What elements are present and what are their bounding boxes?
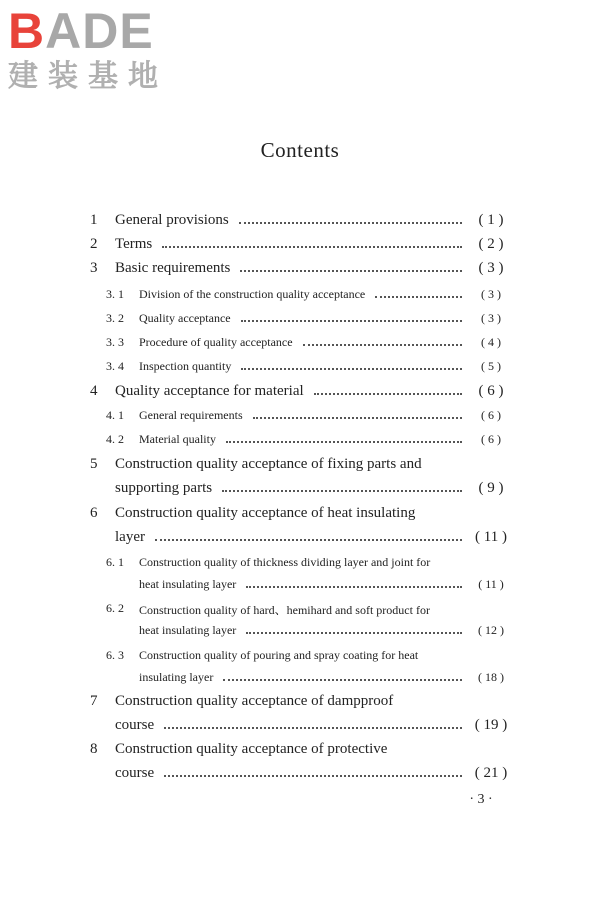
logo-subtitle: 建装基地 — [8, 59, 168, 94]
toc-page-ref: ( 3 ) — [478, 260, 504, 276]
toc-line — [115, 693, 512, 710]
page-number: · 3 · — [469, 792, 493, 807]
dot-leader — [239, 222, 462, 224]
toc-entry-number: 3 — [90, 260, 98, 276]
toc-line — [139, 335, 512, 350]
toc-entry-title: Inspection quantity — [139, 359, 232, 373]
toc-line — [115, 529, 512, 546]
toc-entry-title: Division of the construction quality acceptance — [139, 287, 366, 301]
toc-entry-title: Construction quality of thickness dividing layer and joint for — [139, 555, 431, 569]
toc-entry-title: Material quality — [139, 432, 216, 446]
toc-line — [139, 623, 512, 638]
dot-leader — [246, 632, 462, 634]
toc-entry-title: Construction quality acceptance of fixing parts and — [115, 456, 422, 472]
toc-line — [115, 212, 512, 229]
dot-leader — [222, 490, 462, 492]
toc-entry-title: Quality acceptance for material — [115, 383, 304, 399]
dot-leader — [164, 727, 462, 729]
dot-leader — [164, 775, 462, 777]
toc-entry-title: General requirements — [139, 408, 243, 422]
toc-entry-title: course — [115, 717, 155, 733]
toc-line — [139, 670, 512, 685]
toc-line — [139, 601, 512, 618]
dot-leader — [240, 270, 462, 272]
toc-page-ref: ( 6 ) — [478, 383, 504, 399]
toc-entry-title: Construction quality of pouring and spray coating for heat — [139, 648, 419, 662]
toc-entry-number: 4. 1 — [106, 408, 124, 422]
toc-line — [115, 741, 512, 758]
dot-leader — [223, 679, 462, 681]
toc-line — [115, 505, 512, 522]
toc-line — [139, 408, 512, 423]
toc-entry-title: Construction quality of hard、hemihard and soft product for — [139, 603, 430, 617]
toc-entry-title: course — [115, 765, 155, 781]
toc-page-ref: ( 5 ) — [481, 359, 501, 373]
dot-leader — [246, 586, 462, 588]
toc-entry-title: heat insulating layer — [139, 623, 237, 637]
toc-entry-number: 3. 2 — [106, 311, 124, 325]
dot-leader — [226, 441, 462, 443]
toc-entry-title: Quality acceptance — [139, 311, 231, 325]
toc-page-ref: ( 6 ) — [481, 432, 501, 446]
toc-entry-title: insulating layer — [139, 670, 214, 684]
dot-leader — [241, 368, 462, 370]
toc-line — [139, 359, 512, 374]
toc-page-ref: ( 3 ) — [481, 311, 501, 325]
dot-leader — [375, 296, 462, 298]
logo-wordmark: BADE — [8, 3, 154, 59]
toc-line — [139, 287, 512, 302]
toc-entry-title: Basic requirements — [115, 260, 231, 276]
toc-entry-number: 3. 1 — [106, 287, 124, 301]
toc-line — [139, 577, 512, 592]
toc-line — [115, 765, 512, 782]
toc-page-ref: ( 21 ) — [474, 765, 508, 781]
toc-entry-number: 2 — [90, 236, 98, 252]
toc-entry-number: 3. 4 — [106, 359, 124, 373]
toc-entry-number: 1 — [90, 212, 98, 228]
toc-line — [139, 555, 512, 570]
toc-page-ref: ( 6 ) — [481, 408, 501, 422]
toc-entry-title: Construction quality acceptance of dampproof — [115, 693, 394, 709]
toc-line — [115, 383, 512, 400]
toc-entry-title: Terms — [115, 236, 153, 252]
toc-line — [115, 456, 512, 473]
toc-line — [139, 311, 512, 326]
toc-page-ref: ( 1 ) — [478, 212, 504, 228]
toc-entry-number: 5 — [90, 456, 98, 472]
toc-entry-title: supporting parts — [115, 480, 213, 496]
toc-entry-number: 6 — [90, 505, 98, 521]
toc-page-ref: ( 4 ) — [481, 335, 501, 349]
toc-page-ref: ( 2 ) — [478, 236, 504, 252]
toc-page-ref: ( 11 ) — [478, 577, 504, 591]
toc-entry-number: 6. 3 — [106, 648, 124, 662]
toc-entry-number: 8 — [90, 741, 98, 757]
toc-line — [115, 260, 512, 277]
toc-entry-number: 7 — [90, 693, 98, 709]
toc-entry-title: layer — [115, 529, 145, 545]
toc-entry-title: Construction quality acceptance of protective — [115, 741, 388, 757]
toc-page-ref: ( 9 ) — [478, 480, 504, 496]
dot-leader — [314, 393, 462, 395]
toc-page-ref: ( 11 ) — [475, 529, 507, 545]
toc-entry-number: 6. 1 — [106, 555, 124, 569]
dot-leader — [155, 539, 462, 541]
toc-line — [115, 236, 512, 253]
toc-entry-number: 4 — [90, 383, 98, 399]
dot-leader — [162, 246, 462, 248]
toc-entry-title: heat insulating layer — [139, 577, 237, 591]
toc-line — [115, 717, 512, 734]
toc-line — [139, 432, 512, 447]
toc-line — [115, 480, 512, 497]
dot-leader — [241, 320, 462, 322]
toc-entry-title: Construction quality acceptance of heat insulating — [115, 505, 416, 521]
page-title: Contents — [260, 138, 340, 162]
toc-entry-number: 4. 2 — [106, 432, 124, 446]
toc-page-ref: ( 3 ) — [481, 287, 501, 301]
toc-entry-title: General provisions — [115, 212, 229, 228]
toc-page-ref: ( 12 ) — [478, 623, 504, 637]
toc-entry-title: Procedure of quality acceptance — [139, 335, 293, 349]
toc-line — [139, 648, 512, 663]
toc-page-ref: ( 18 ) — [478, 670, 504, 684]
toc-entry-number: 3. 3 — [106, 335, 124, 349]
dot-leader — [253, 417, 462, 419]
toc-entry-number: 6. 2 — [106, 601, 124, 615]
dot-leader — [303, 344, 462, 346]
toc-page-ref: ( 19 ) — [474, 717, 508, 733]
